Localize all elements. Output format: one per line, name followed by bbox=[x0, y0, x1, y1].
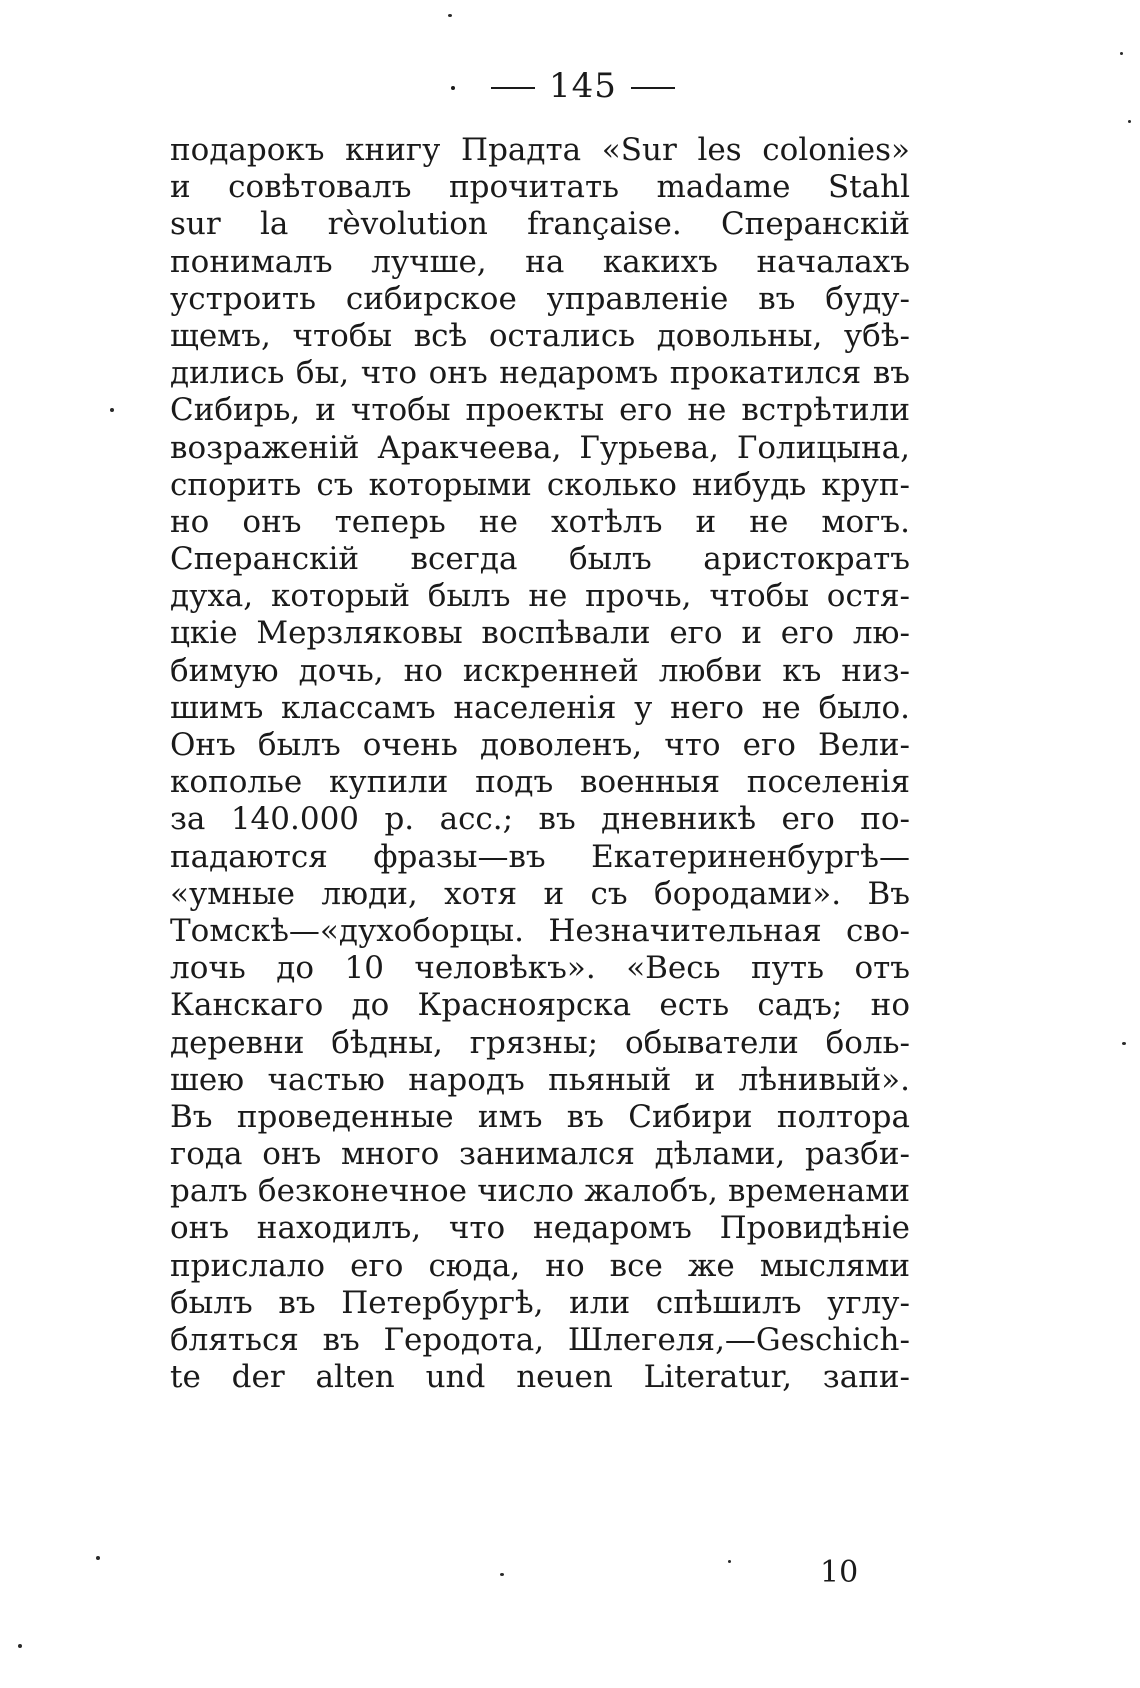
text-line: Въ проведенные имъ въ Сибири полтора bbox=[170, 1098, 910, 1135]
text-line: за 140.000 р. асс.; въ дневникѣ его по- bbox=[170, 801, 910, 838]
text-line: цкіе Мерзляковы воспѣвали его и его лю- bbox=[170, 615, 910, 652]
text-line: ралъ безконечное число жалобъ, временами bbox=[170, 1173, 910, 1210]
speck-mark bbox=[448, 14, 452, 17]
text-line: года онъ много занимался дѣлами, разби- bbox=[170, 1136, 910, 1173]
speck-mark bbox=[500, 1573, 504, 1576]
text-line: бимую дочь, но искренней любви къ низ- bbox=[170, 652, 910, 689]
text-line: Онъ былъ очень доволенъ, что его Вели- bbox=[170, 727, 910, 763]
text-line: лочь до 10 человѣкъ». «Весь путь отъ bbox=[170, 950, 910, 987]
text-line: подарокъ книгу Прадта «Sur les colonies» bbox=[170, 132, 910, 168]
text-line: духа, который былъ не прочь, чтобы остя- bbox=[170, 578, 910, 615]
text-line: te der alten und neuen Literatur, запи- bbox=[170, 1359, 910, 1396]
text-line: дились бы, что онъ недаромъ прокатился въ bbox=[170, 355, 910, 392]
text-line: «умные люди, хотя и съ бородами». Въ bbox=[170, 875, 910, 912]
speck-mark bbox=[1120, 52, 1123, 55]
speck-mark bbox=[728, 1560, 731, 1563]
speck-mark bbox=[96, 1556, 100, 1560]
text-line: былъ въ Петербургѣ, или спѣшилъ углу- bbox=[170, 1284, 910, 1321]
signature-mark: 10 bbox=[820, 1555, 859, 1590]
text-line: шимъ классамъ населенія у него не было. bbox=[170, 689, 910, 726]
text-line: прислало его сюда, но все же мыслями bbox=[170, 1247, 910, 1284]
text-line: бляться въ Геродота, Шлегеля,—Geschich- bbox=[170, 1322, 910, 1358]
text-line: онъ находилъ, что недаромъ Провидѣніе bbox=[170, 1210, 910, 1247]
text-line: но онъ теперь не хотѣлъ и не могъ. bbox=[170, 503, 910, 540]
text-line: щемъ, чтобы всѣ остались довольны, убѣ- bbox=[170, 317, 910, 354]
text-line: sur la rèvolution française. Сперанскій bbox=[170, 206, 910, 243]
text-line: кополье купили подъ военныя поселенія bbox=[170, 764, 910, 801]
text-line: устроить сибирское управленіе въ буду- bbox=[170, 280, 910, 317]
speck-mark bbox=[18, 1644, 22, 1648]
speck-mark bbox=[1122, 1042, 1126, 1045]
header-dash-left bbox=[491, 87, 535, 89]
speck-mark bbox=[1128, 120, 1131, 123]
header-dash-right bbox=[631, 87, 675, 89]
text-line: Канскаго до Красноярска есть садъ; но bbox=[170, 987, 910, 1024]
text-line: спорить съ которыми сколько нибудь круп- bbox=[170, 466, 910, 503]
text-line: шею частью народъ пьяный и лѣнивый». bbox=[170, 1061, 910, 1098]
text-line: Сибирь, и чтобы проекты его не встрѣтили bbox=[170, 392, 910, 429]
page-number: 145 bbox=[549, 66, 617, 106]
text-line: падаются фразы—въ Екатериненбургѣ— bbox=[170, 838, 910, 875]
speck-mark bbox=[451, 86, 455, 90]
text-line: возраженій Аракчеева, Гурьева, Голицына, bbox=[170, 429, 910, 466]
body-text bbox=[170, 132, 910, 1396]
text-line: деревни бѣдны, грязны; обыватели боль- bbox=[170, 1024, 910, 1061]
text-line: Сперанскій всегда былъ аристократъ bbox=[170, 541, 910, 578]
speck-mark bbox=[110, 408, 114, 412]
text-line: понималъ лучше, на какихъ началахъ bbox=[170, 243, 910, 280]
page-header bbox=[0, 66, 1140, 106]
text-line: Томскѣ—«духоборцы. Незначительная сво- bbox=[170, 912, 910, 949]
text-line: и совѣтовалъ прочитать madame Stahl bbox=[170, 169, 910, 206]
